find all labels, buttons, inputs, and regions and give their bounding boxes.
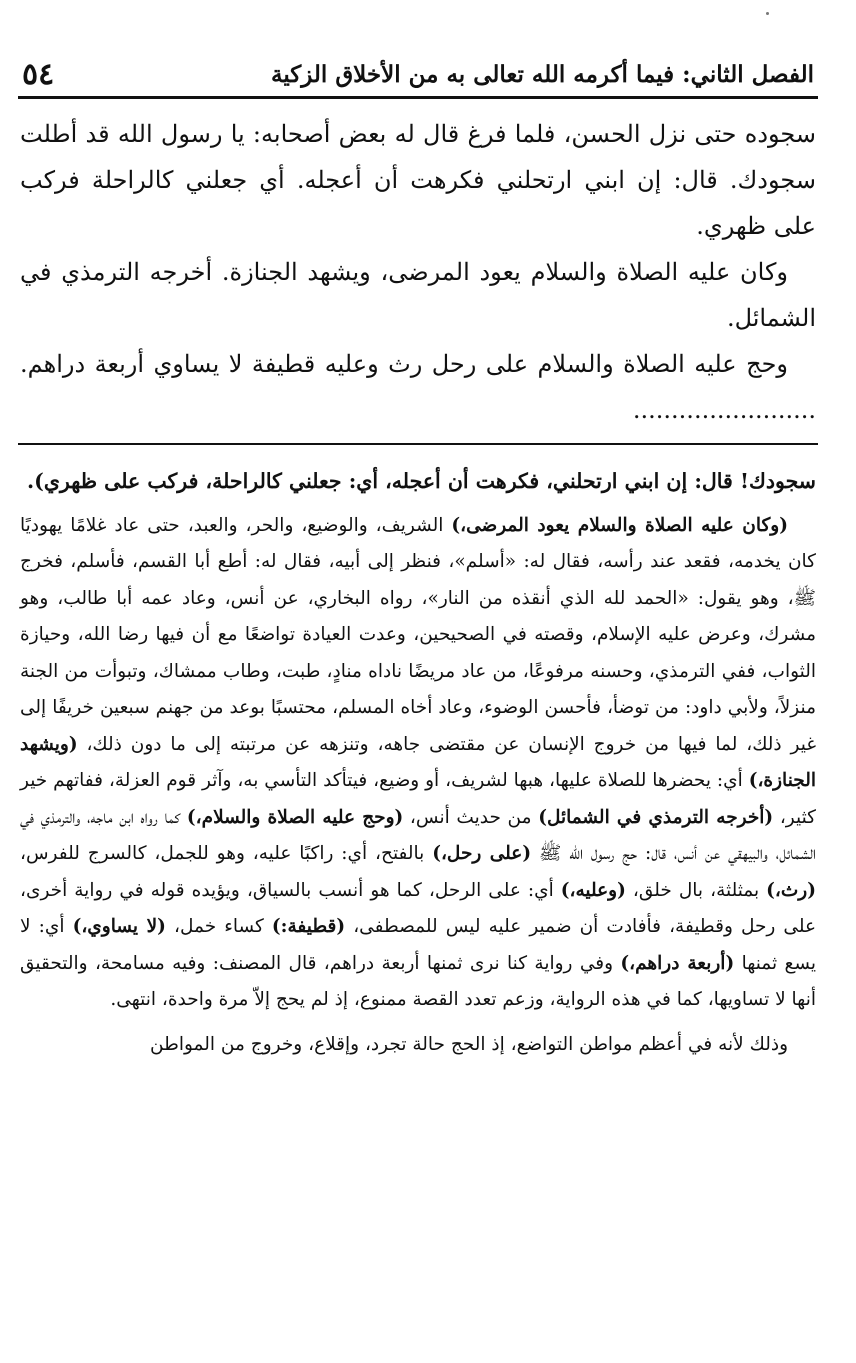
scan-speck [766, 12, 769, 15]
book-page [18, 52, 818, 1352]
quoted-matn-phrase: (وعليه،) [560, 879, 626, 901]
commentary-segment: أي: على الرحل، كما هو أنسب بالسياق، ويؤيده قوله في رواية أخرى، على رحل وقطيفة، فأفادت أن ضمير عليه ليس للمصطفى، [20, 879, 816, 937]
quoted-matn-phrase: (أخرجه الترمذي في الشمائل) [538, 806, 774, 828]
commentary-segment: الشريف، والوضيع، والحر، والعبد، حتى عاد غلامًا يهوديًا كان يخدمه، فقعد عند رأسه، فقال له: «أسلم»، فنظر إلى أبيه، فقال له: أطع أبا القسم، فأسلم، فخرج ﷺ، وهو يقول: «الحمد لله الذي أنقذه من النار»، رواه البخاري، عن أنس، وعاد عمه أبا طالب، وهو مشرك، وعرض عليه الإسلام، وقصته في الصحيحين، وعدت العيادة تواضعًا مع أن فيها رضا الله، وحيازة الثواب، ففي الترمذي، وحسنه مرفوعًا، من عاد مريضًا ناداه منادٍ، طبت، وطاب ممشاك، وتبوأت من الجنة منزلاً، ولأبي داود: من توضأ، فأحسن الوضوء، وعاد أخاه المسلم، محتسبًا بوعد من جهنم سبعين خريفًا إلى غير ذلك، لما فيها من خروج الإنسان عن مقتضى جاهه، وتنزهه عن مرتبته إلى ما دون ذلك، [20, 514, 816, 755]
chapter-title: الفصل الثاني: فيما أكرمه الله تعالى به من الأخلاق الزكية [271, 60, 814, 88]
quoted-matn-phrase: (رث،) [766, 879, 816, 901]
commentary-segment: بالفتح، أي: راكبًا عليه، وهو للجمل، كالسرج للفرس، [20, 843, 433, 864]
commentary-segment: من حديث أنس، [403, 806, 539, 828]
commentary-paragraph-1 [20, 508, 816, 1019]
commentary-segment: كما رواه ابن ماجه، والترمذي في الشمائل، والبيهقي عن أنس، قال: حج رسول الله ﷺ [20, 806, 816, 864]
page-number: ٥٤ [22, 56, 55, 92]
quoted-matn-phrase: (لا يساوي،) [72, 916, 166, 937]
commentary-segment: وفي رواية كنا نرى ثمنها أربعة دراهم، قال المصنف: وفيه مسامحة، والتحقيق أنها لا تساويها، كما في هذه الرواية، وزعم تعدد القصة ممنوع، إذ لم يحج إلاّ مرة واحدة، انتهى. [20, 952, 816, 1010]
quoted-matn-phrase: (وحج عليه الصلاة والسلام،) [186, 806, 404, 828]
matn-paragraph-1: سجوده حتى نزل الحسن، فلما فرغ قال له بعض أصحابه: يا رسول الله قد أطلت سجودك. قال: إن ابني ارتحلني فكرهت أن أعجله. أي جعلني كالراحلة فركب على ظهري. [20, 120, 816, 240]
matn-paragraph-3: وحج عليه الصلاة والسلام على رحل رث وعليه قطيفة لا يساوي أربعة دراهم. ........................ [20, 350, 816, 424]
matn-text [18, 111, 818, 433]
commentary-segment: بمثلثة، بال خلق، [625, 879, 767, 901]
quoted-matn-phrase: (أربعة دراهم،) [620, 952, 735, 974]
matn-paragraph-2: وكان عليه الصلاة والسلام يعود المرضى، ويشهد الجنازة. أخرجه الترمذي في الشمائل. [20, 258, 816, 332]
quoted-matn-phrase: (ويشهد الجنازة،) [20, 733, 816, 791]
quoted-matn-phrase: (وكان عليه الصلاة والسلام يعود المرضى،) [451, 514, 788, 536]
commentary-text [18, 463, 818, 1063]
commentary-segment: أي: لا يسع ثمنها [20, 916, 816, 974]
commentary-paragraph-2: وذلك لأنه في أعظم مواطن التواضع، إذ الحج حالة تجرد، وإقلاع، وخروج من المواطن [150, 1033, 788, 1055]
section-divider [18, 443, 818, 445]
running-header [18, 52, 818, 99]
commentary-lead: سجودك! قال: إن ابني ارتحلني، فكرهت أن أعجله، أي: جعلني كالراحلة، فركب على ظهري). [27, 469, 816, 493]
commentary-segment: أي: يحضرها للصلاة عليها، هبها لشريف، أو وضيع، فيتأكد التأسي به، وآثر قوم العزلة، ففاتهم خير كثير، [20, 770, 816, 828]
commentary-segment: كساء خمل، [165, 916, 272, 937]
quoted-matn-phrase: (على رحل،) [432, 843, 532, 864]
quoted-matn-phrase: (قطيفة:) [271, 916, 346, 937]
